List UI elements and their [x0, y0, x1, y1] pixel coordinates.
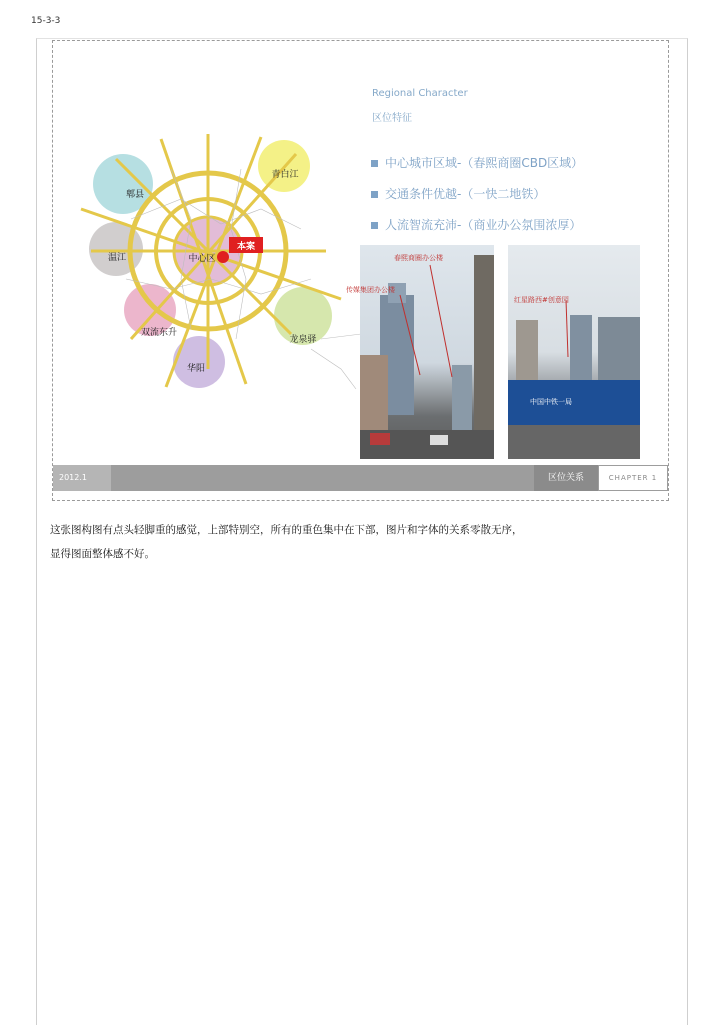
city-map	[71, 129, 371, 399]
district-label: 郫县	[125, 190, 145, 200]
footer-year: 2012.1	[53, 465, 111, 491]
page-label: 15-3-3	[31, 16, 61, 26]
bullet-square-icon	[371, 160, 378, 167]
bullet-item: 交通条件优越-（一快二地铁）	[371, 184, 583, 215]
slide-image	[52, 40, 669, 501]
caption-text	[50, 518, 650, 566]
district-label: 龙泉驿	[289, 335, 317, 345]
footer-chapter: CHAPTER 1	[598, 465, 668, 491]
photo-label: 春熙商圈办公楼	[394, 254, 443, 262]
footer-section: 区位关系	[534, 465, 598, 491]
project-dot	[217, 251, 229, 263]
photo-banner: 中国中铁一局	[530, 398, 572, 406]
slide-footer	[53, 465, 668, 491]
street-photo-2	[508, 245, 640, 459]
project-label: 本案	[236, 242, 256, 252]
bullet-square-icon	[371, 191, 378, 198]
district-label: 双流东升	[140, 328, 178, 338]
photo-1-scene	[360, 245, 494, 459]
bullet-item: 中心城市区域-（春熙商圈CBD区域）	[371, 153, 583, 184]
district-label: 温江	[107, 253, 127, 263]
district-label: 华阳	[186, 364, 206, 374]
district-label: 青白江	[271, 170, 299, 180]
caption-line: 显得图面整体感不好。	[50, 548, 155, 560]
photo-2-scene	[508, 245, 640, 459]
street-photo-1	[346, 245, 494, 459]
photo-label: 红星路西#创意园	[514, 296, 569, 304]
bullet-list	[371, 153, 583, 246]
photo-label: 传媒集团办公楼	[346, 286, 395, 294]
district-bubble-huayang	[173, 336, 225, 388]
caption-line: 这张图构图有点头轻脚重的感觉，上部特别空，所有的重色集中在下部，图片和字体的关系零散无序，	[50, 524, 523, 536]
bullet-square-icon	[371, 222, 378, 229]
center-label: 中心区	[188, 254, 216, 264]
bullet-item: 人流智流充沛-（商业办公氛围浓厚）	[371, 215, 583, 246]
slide-title-en: Regional Character	[372, 88, 468, 99]
slide-title-cn: 区位特征	[372, 113, 412, 124]
minor-roads	[126, 169, 361, 389]
